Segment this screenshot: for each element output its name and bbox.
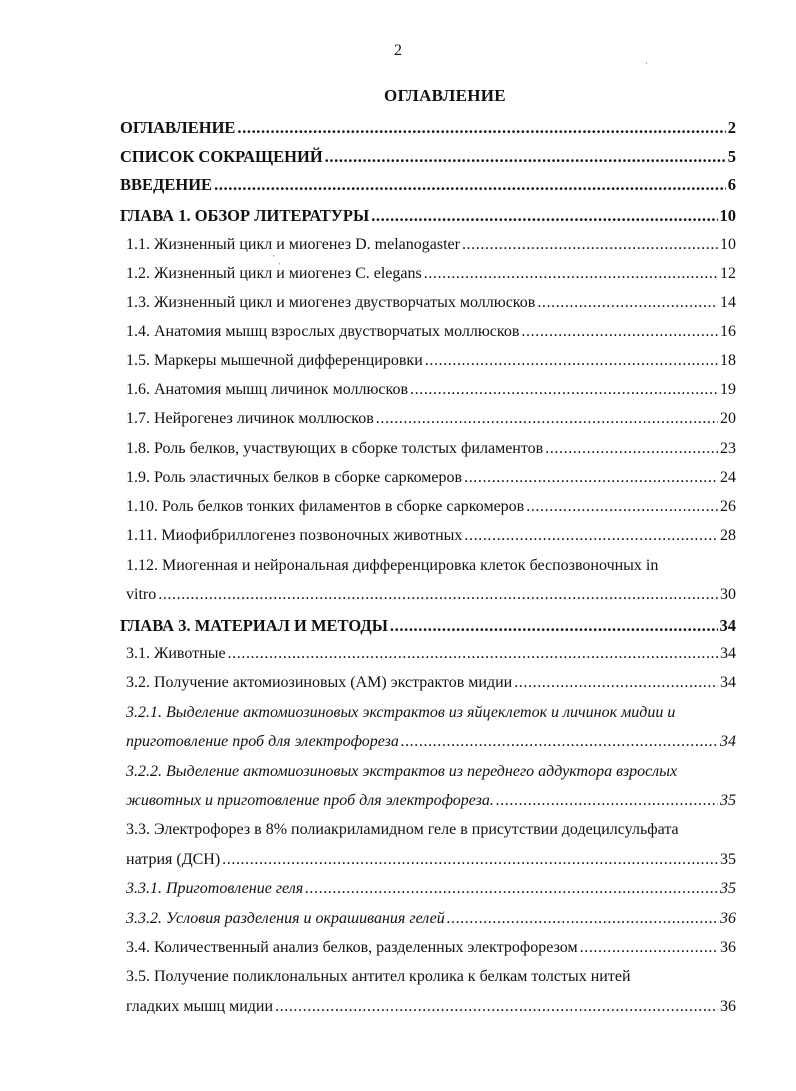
dot-leader xyxy=(214,175,726,195)
toc-chapter-entry[interactable] xyxy=(120,175,736,197)
toc-chapter-entry[interactable] xyxy=(120,206,736,228)
toc-entry-title: 3.5. Получение поликлональных антител кролика к белкам толстых нитей xyxy=(126,968,631,985)
toc-entry-title: 1.10. Роль белков тонких филаментов в сборке саркомеров xyxy=(126,498,525,515)
toc-entry-page: 36 xyxy=(720,910,736,927)
toc-entry-title: 3.2.1. Выделение актомиозиновых экстрактов из яйцеклеток и личинок мидии и xyxy=(126,704,676,721)
toc-entry-page: 10 xyxy=(719,206,736,225)
toc-entry-title: ОГЛАВЛЕНИЕ xyxy=(120,118,236,137)
dot-leader xyxy=(410,381,718,399)
toc-chapter-entry[interactable] xyxy=(120,147,736,169)
toc-entry-page: 18 xyxy=(720,352,736,369)
toc-entry[interactable] xyxy=(126,265,736,287)
dot-leader xyxy=(390,616,718,636)
toc-entry-page: 24 xyxy=(720,469,736,486)
toc-entry-page: 2 xyxy=(727,118,736,137)
toc-entry[interactable] xyxy=(126,763,736,785)
toc-entry[interactable] xyxy=(126,236,736,258)
toc-entry-title: 3.2. Получение актомиозиновых (АМ) экстрактов мидии xyxy=(126,674,513,691)
toc-entry-title: 1.2. Жизненный цикл и миогенез C. elegans xyxy=(126,265,422,282)
toc-entry[interactable] xyxy=(126,910,736,932)
toc-entry[interactable] xyxy=(126,704,736,726)
dot-leader xyxy=(464,469,718,487)
dot-leader xyxy=(222,851,718,869)
dot-leader xyxy=(537,294,718,312)
scan-speck: ˌ xyxy=(645,54,648,64)
toc-entry[interactable] xyxy=(126,410,736,432)
toc-entry[interactable] xyxy=(126,323,736,345)
toc-entry-page: 35 xyxy=(720,851,736,868)
toc-entry-page: 16 xyxy=(720,323,736,340)
toc-entry-title: 3.3. Электрофорез в 8% полиакриламидном геле в присутствии додецилсульфата xyxy=(126,821,679,838)
page-number: 2 xyxy=(394,42,402,59)
toc-entry[interactable] xyxy=(126,880,736,902)
toc-entry-title: 3.2.2. Выделение актомиозиновых экстрактов из переднего аддуктора взрослых xyxy=(126,763,678,780)
toc-entry-title: 1.7. Нейрогенез личинок моллюсков xyxy=(126,410,374,427)
dot-leader xyxy=(545,440,718,458)
toc-entry-title: 3.1. Животные xyxy=(126,645,226,662)
toc-entry-page: 34 xyxy=(720,645,736,662)
dot-leader xyxy=(462,236,718,254)
toc-entry-page: 35 xyxy=(720,880,736,897)
toc-entry-title: 1.5. Маркеры мышечной дифференцировки xyxy=(126,352,423,369)
toc-entry[interactable] xyxy=(126,939,736,961)
toc-entry-page: 10 xyxy=(720,236,736,253)
toc-entry-title: СПИСОК СОКРАЩЕНИЙ xyxy=(120,147,323,166)
dot-leader xyxy=(305,880,718,898)
toc-entry-title: 1.12. Миогенная и нейрональная дифференцировка клеток беспозвоночных in xyxy=(126,557,659,574)
toc-entry[interactable] xyxy=(126,586,736,608)
toc-entry-title: ВВЕДЕНИЕ xyxy=(120,175,213,194)
toc-entry-title: ГЛАВА 3. МАТЕРИАЛ И МЕТОДЫ xyxy=(120,616,388,635)
toc-entry[interactable] xyxy=(126,352,736,374)
dot-leader xyxy=(158,586,718,604)
toc-entry[interactable] xyxy=(126,557,736,579)
toc-entry-title: 3.3.1. Приготовление геля xyxy=(126,880,304,897)
toc-entry-title: животных и приготовление проб для электрофореза. xyxy=(126,792,494,809)
toc-entry-title: 3.3.2. Условия разделения и окрашивания гелей xyxy=(126,910,445,927)
toc-entry-page: 28 xyxy=(720,527,736,544)
toc-entry[interactable] xyxy=(126,792,736,814)
toc-entry-page: 5 xyxy=(727,147,736,166)
toc-entry[interactable] xyxy=(126,674,736,696)
toc-entry[interactable] xyxy=(126,821,736,843)
dot-leader xyxy=(580,939,718,957)
toc-entry-title: 1.8. Роль белков, участвующих в сборке толстых филаментов xyxy=(126,440,544,457)
toc-entry[interactable] xyxy=(126,968,736,990)
toc-entry[interactable] xyxy=(126,294,736,316)
toc-entry-title: 3.4. Количественный анализ белков, разделенных электрофорезом xyxy=(126,939,578,956)
toc-entry[interactable] xyxy=(126,733,736,755)
toc-entry-title: натрия (ДСН) xyxy=(126,851,221,868)
toc-entry[interactable] xyxy=(126,381,736,403)
toc-entry-page: 23 xyxy=(720,440,736,457)
toc-entry[interactable] xyxy=(126,469,736,491)
toc-entry-page: 35 xyxy=(720,792,736,809)
dot-leader xyxy=(237,118,725,138)
dot-leader xyxy=(526,498,718,516)
dot-leader xyxy=(464,527,718,545)
page-title: ОГЛАВЛЕНИЕ xyxy=(384,86,506,105)
toc-entry[interactable] xyxy=(126,851,736,873)
toc-entry-title: приготовление проб для электрофореза xyxy=(126,733,399,750)
toc-entry[interactable] xyxy=(126,440,736,462)
toc-entry-title: 1.4. Анатомия мышц взрослых двустворчатых моллюсков xyxy=(126,323,520,340)
scan-speck: ˈ ˌ xyxy=(272,254,282,265)
toc-entry-page: 34 xyxy=(720,674,736,691)
dot-leader xyxy=(376,410,718,428)
toc-entry[interactable] xyxy=(126,527,736,549)
toc-entry-page: 20 xyxy=(720,410,736,427)
toc-entry-page: 36 xyxy=(720,939,736,956)
toc-entry-title: 1.3. Жизненный цикл и миогенез двустворчатых моллюсков xyxy=(126,294,536,311)
toc-entry-page: 26 xyxy=(720,498,736,515)
toc-entry-page: 30 xyxy=(720,586,736,603)
toc-entry-page: 36 xyxy=(720,998,736,1015)
toc-entry-page: 12 xyxy=(720,265,736,282)
toc-entry[interactable] xyxy=(126,998,736,1020)
dot-leader xyxy=(447,910,718,928)
toc-entry-page: 34 xyxy=(719,616,736,635)
dot-leader xyxy=(325,147,726,167)
dot-leader xyxy=(228,645,718,663)
toc-entry-title: 1.6. Анатомия мышц личинок моллюсков xyxy=(126,381,409,398)
dot-leader xyxy=(496,792,718,810)
toc-chapter-entry[interactable] xyxy=(120,616,736,638)
dot-leader xyxy=(424,265,718,283)
toc-entry-title: ГЛАВА 1. ОБЗОР ЛИТЕРАТУРЫ xyxy=(120,206,370,225)
dot-leader xyxy=(401,733,718,751)
toc-entry-title: гладких мышц мидии xyxy=(126,998,274,1015)
toc-entry-title: 1.9. Роль эластичных белков в сборке саркомеров xyxy=(126,469,463,486)
toc-entry-title: 1.1. Жизненный цикл и миогенез D. melanogaster xyxy=(126,236,460,253)
toc-entry[interactable] xyxy=(126,498,736,520)
toc-chapter-entry[interactable] xyxy=(120,118,736,140)
toc-entry-title: vitro xyxy=(126,586,157,603)
toc-entry-title: 1.11. Миофибриллогенез позвоночных животных xyxy=(126,527,463,544)
dot-leader xyxy=(275,998,718,1016)
toc-entry-page: 19 xyxy=(720,381,736,398)
toc-entry[interactable] xyxy=(126,645,736,667)
dot-leader xyxy=(425,352,718,370)
toc-entry-page: 14 xyxy=(720,294,736,311)
dot-leader xyxy=(514,674,718,692)
toc-entry-page: 6 xyxy=(727,175,736,194)
dot-leader xyxy=(521,323,718,341)
toc-entry-page: 34 xyxy=(720,733,736,750)
dot-leader xyxy=(371,206,717,226)
